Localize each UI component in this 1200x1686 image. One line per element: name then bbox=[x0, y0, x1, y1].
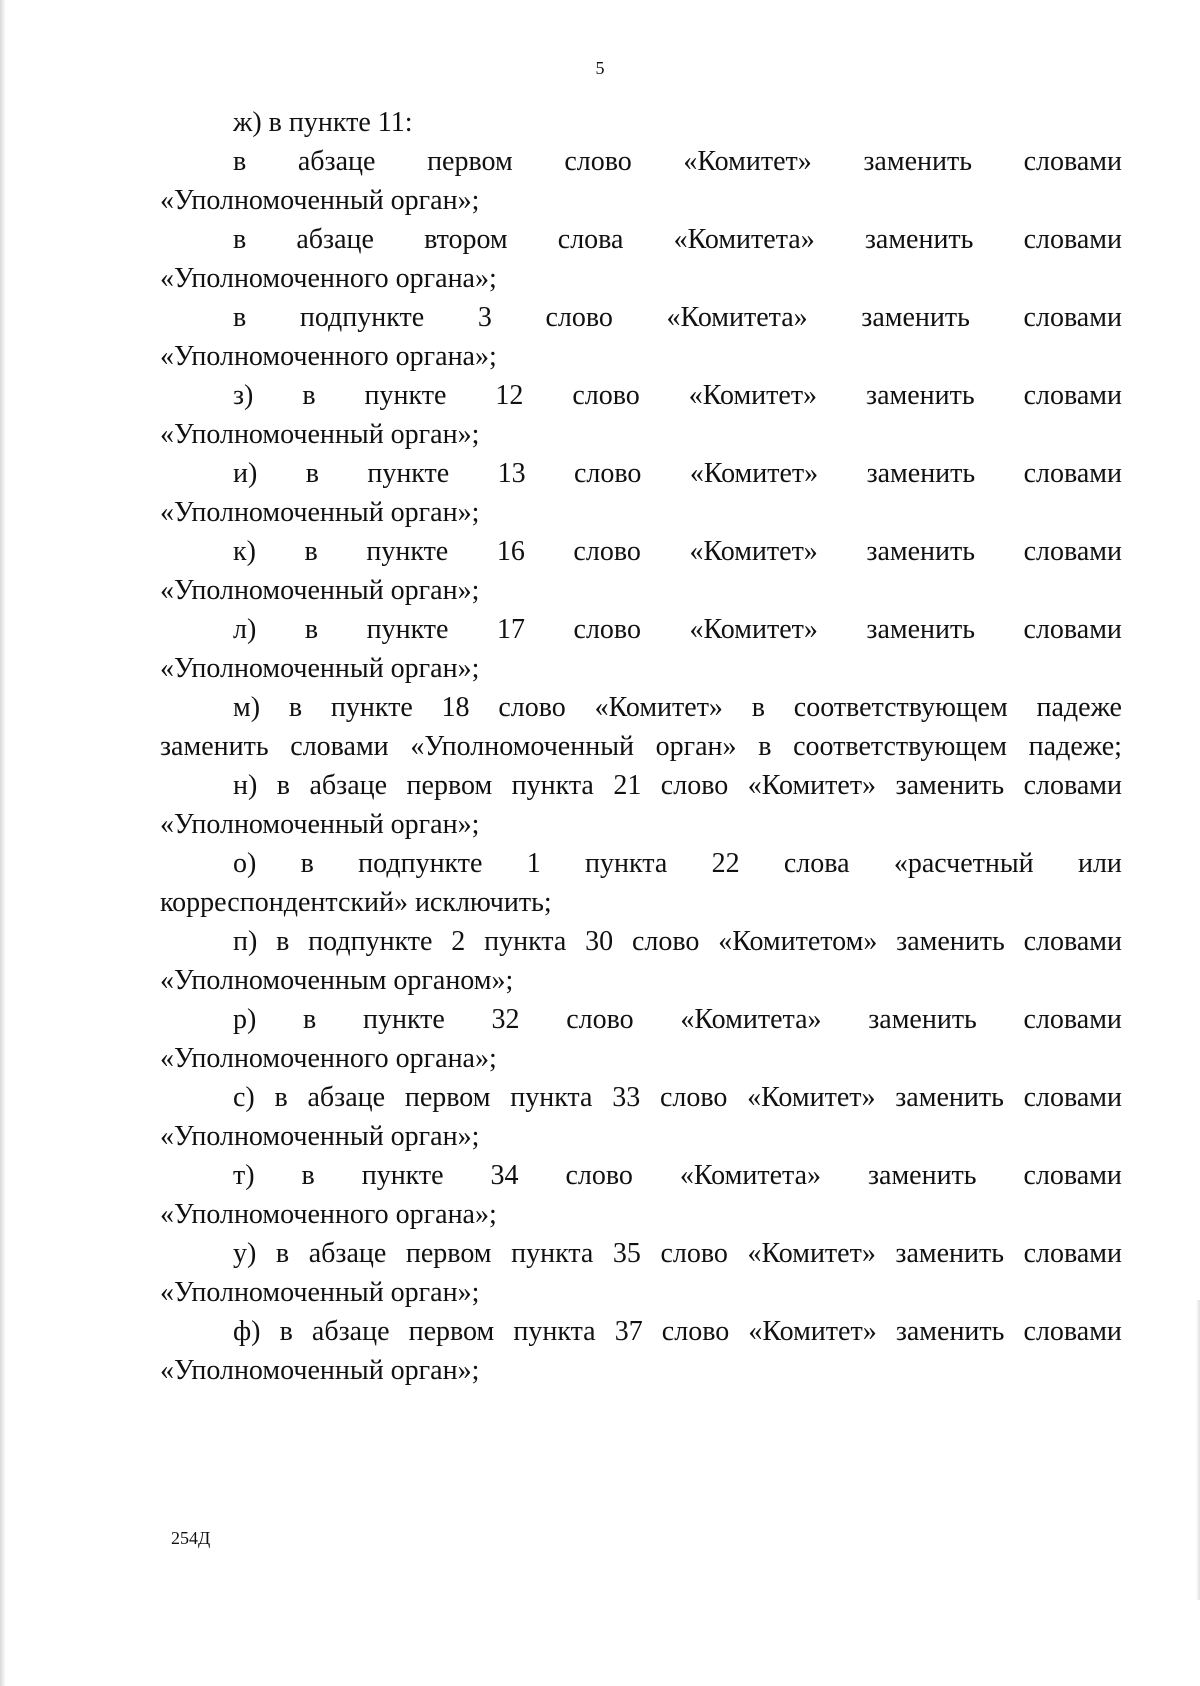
list-item bbox=[160, 844, 1122, 922]
list-item-continuation: «Уполномоченный орган»; bbox=[160, 575, 480, 606]
list-item-continuation: «Уполномоченный орган»; bbox=[160, 419, 480, 450]
list-item-continuation: «Уполномоченного органа»; bbox=[160, 263, 497, 294]
list-item bbox=[160, 1156, 1122, 1234]
list-item-first-line: з) в пункте 12 слово «Комитет» заменить словами bbox=[233, 380, 1122, 411]
list-item bbox=[160, 103, 1122, 142]
list-item-continuation: «Уполномоченного органа»; bbox=[160, 1199, 497, 1230]
list-item-first-line: р) в пункте 32 слово «Комитета» заменить словами bbox=[233, 1004, 1122, 1035]
list-item-first-line: к) в пункте 16 слово «Комитет» заменить словами bbox=[233, 536, 1122, 567]
list-item-continuation: «Уполномоченным органом»; bbox=[160, 965, 514, 996]
list-item bbox=[160, 376, 1122, 454]
list-item-first-line: в абзаце втором слова «Комитета» заменить словами bbox=[233, 224, 1122, 255]
list-item-first-line: в подпункте 3 слово «Комитета» заменить словами bbox=[233, 302, 1122, 333]
list-item bbox=[160, 688, 1122, 766]
list-item-first-line: с) в абзаце первом пункта 33 слово «Комитет» заменить словами bbox=[233, 1082, 1122, 1113]
list-item-first-line: ж) в пункте 11: bbox=[233, 107, 413, 138]
scan-edge-left bbox=[0, 0, 6, 1686]
list-item-first-line: о) в подпункте 1 пункта 22 слова «расчетный или bbox=[233, 848, 1122, 879]
list-item-continuation: заменить словами «Уполномоченный орган» в соответствующем падеже; bbox=[160, 731, 1122, 762]
list-item-continuation: корреспондентский» исключить; bbox=[160, 887, 552, 918]
list-item bbox=[160, 1000, 1122, 1078]
list-item-first-line: м) в пункте 18 слово «Комитет» в соответствующем падеже bbox=[233, 692, 1122, 723]
document-code: 254Д bbox=[171, 1528, 211, 1548]
list-item-continuation: «Уполномоченный орган»; bbox=[160, 1121, 480, 1152]
list-item bbox=[160, 532, 1122, 610]
list-item-first-line: у) в абзаце первом пункта 35 слово «Комитет» заменить словами bbox=[233, 1238, 1122, 1269]
list-item-continuation: «Уполномоченный орган»; bbox=[160, 497, 480, 528]
list-item-first-line: н) в абзаце первом пункта 21 слово «Комитет» заменить словами bbox=[233, 770, 1122, 801]
list-item-first-line: ф) в абзаце первом пункта 37 слово «Комитет» заменить словами bbox=[233, 1316, 1122, 1347]
list-item bbox=[160, 610, 1122, 688]
list-item-continuation: «Уполномоченного органа»; bbox=[160, 1043, 497, 1074]
list-item-continuation: «Уполномоченный орган»; bbox=[160, 1277, 480, 1308]
list-item-first-line: п) в подпункте 2 пункта 30 слово «Комитетом» заменить словами bbox=[233, 926, 1122, 957]
list-item-continuation: «Уполномоченный орган»; bbox=[160, 1355, 480, 1386]
list-item bbox=[160, 766, 1122, 844]
list-item-first-line: т) в пункте 34 слово «Комитета» заменить словами bbox=[233, 1160, 1122, 1191]
list-item-continuation: «Уполномоченный орган»; bbox=[160, 809, 480, 840]
list-item-first-line: и) в пункте 13 слово «Комитет» заменить словами bbox=[233, 458, 1122, 489]
list-item bbox=[160, 1312, 1122, 1390]
list-item bbox=[160, 298, 1122, 376]
list-item bbox=[160, 142, 1122, 220]
list-item bbox=[160, 1234, 1122, 1312]
list-item-continuation: «Уполномоченный орган»; bbox=[160, 185, 480, 216]
document-body bbox=[160, 103, 1122, 1390]
list-item bbox=[160, 454, 1122, 532]
list-item bbox=[160, 220, 1122, 298]
list-item-first-line: л) в пункте 17 слово «Комитет» заменить словами bbox=[233, 614, 1122, 645]
scan-edge-right bbox=[1196, 1300, 1200, 1600]
list-item bbox=[160, 922, 1122, 1000]
page-number: 5 bbox=[595, 58, 605, 78]
list-item-continuation: «Уполномоченного органа»; bbox=[160, 341, 497, 372]
list-item-first-line: в абзаце первом слово «Комитет» заменить словами bbox=[233, 146, 1122, 177]
list-item-continuation: «Уполномоченный орган»; bbox=[160, 653, 480, 684]
list-item bbox=[160, 1078, 1122, 1156]
